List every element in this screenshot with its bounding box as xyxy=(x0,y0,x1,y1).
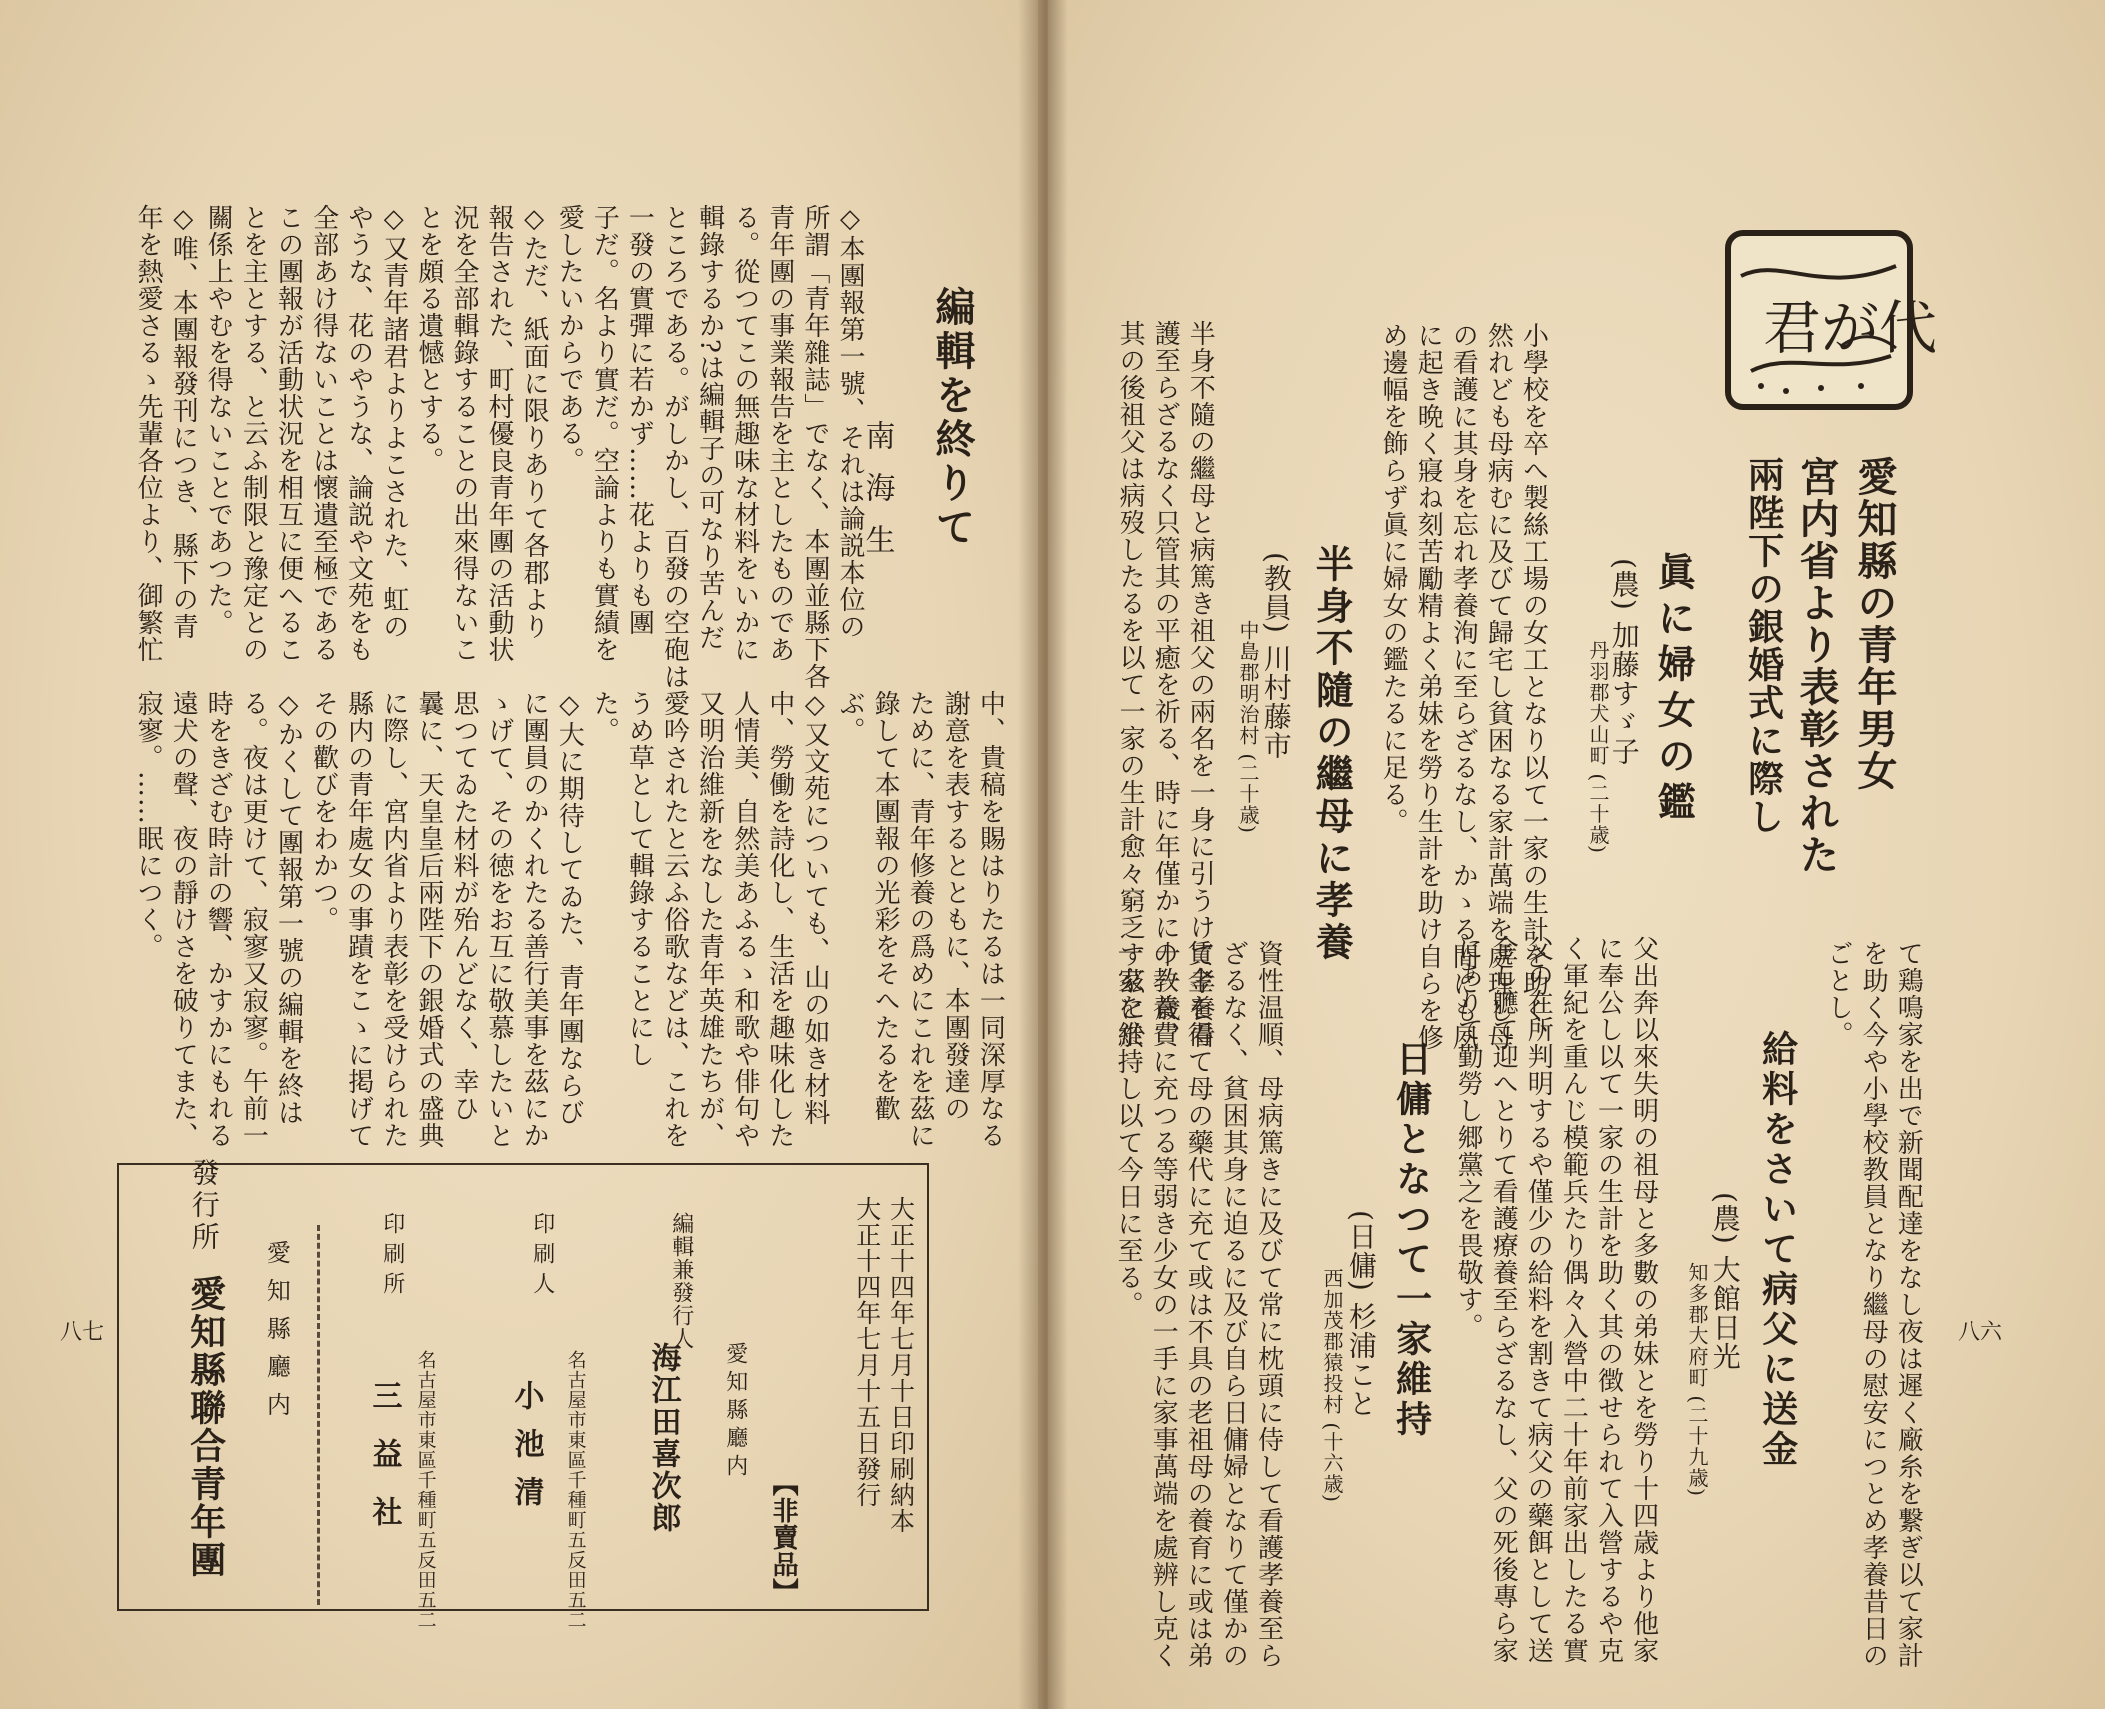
printer-address: 名古屋市東區千種町五反田五二 xyxy=(564,1350,587,1630)
page-number-left: 八七 xyxy=(60,1320,105,1345)
article3-address: 知多郡大府町 (二十九歳) xyxy=(1685,1262,1709,1497)
article1-body: 小學校を卒へ製絲工場の女工となり以て一家の生計を助く、 然れども母病むに及びて歸宅し貧困なる家計萬端を處理し母 の看護に其身を忘れ孝養洵に至らざるなし、かゝる間にも夙 に起き晩く寢ね刻苦勵精よく弟妹を勞り生計を助け自らを修 め邊幅を飾らず眞に婦女の鑑たるに足る。 xyxy=(1378,322,1549,1051)
colophon-dashed-divider xyxy=(317,1225,320,1605)
editor-note-body-upper: ◇本團報第一號、それは論説本位の 所謂「青年雜誌」でなく、本團並縣下各 青年團の事業報告を主としたものであ る。從つてこの無趣味な材料をいかに 輯錄するか?は編輯子の可なり苦んだ ところである。がしかし、百發の空砲は 一發の實彈に若かず……花よりも團 子だ。名より實だ。空論よりも實績を 愛したいからである。 ◇ただ、紙面に限りありて各郡より 報告された、町村優良青年團の活動状 況を全部輯錄することの出來得ないこ とを頗る遺憾とする。 ◇又青年諸君よりよこされた、虹の やうな、花のやうな、論説や文苑をも 全部あけ得ないことは懷遺至極である この團報が活動状況を相互に便へるこ とを主とする、と云ふ制限と豫定との 關係上やむを得ないことであつた。 ◇唯、本團報發刊につき、縣下の青 年を熱愛さるゝ先輩各位より、御繁忙 xyxy=(133,204,865,690)
editor-note-title: 編輯を終りて xyxy=(929,286,975,550)
press-name: 三益社 xyxy=(366,1380,402,1554)
headline-line-2: 宮内省より表彰された xyxy=(1793,456,1839,876)
article2-title: 半身不隨の繼母に孝養 xyxy=(1309,544,1354,964)
article2-address: 中島郡明治村 (二十歳) xyxy=(1236,620,1260,834)
publisher-label: 發行所 xyxy=(187,1158,221,1254)
colophon-dates: 大正十四年七月十日印刷納本 大正十四年七月十五日發行 xyxy=(852,1196,916,1534)
article4-byline: (日傭) 杉浦こと xyxy=(1344,1210,1378,1418)
press-label: 印刷所 xyxy=(379,1212,405,1302)
article3-byline: (農) 大館日光 xyxy=(1708,1192,1742,1371)
book-gutter xyxy=(1018,0,1068,1709)
editor-label: 編輯兼發行人 xyxy=(668,1212,694,1350)
publisher-affiliation: 愛知縣廳内 xyxy=(262,1240,291,1430)
not-for-sale-label: 【非賣品】 xyxy=(768,1470,799,1605)
kimigayo-seal xyxy=(1725,230,1938,410)
article3-title: 給料をさいて病父に送金 xyxy=(1756,1030,1798,1470)
seal-text: 君が代 xyxy=(1763,294,1938,362)
editor-name: 海江田喜次郎 xyxy=(645,1342,681,1534)
page-number-right: 八六 xyxy=(1958,1320,2003,1345)
article4-address: 西加茂郡猿投村 (十六歳) xyxy=(1320,1268,1344,1503)
article3-body: 父出奔以來失明の祖母と多數の弟妹とを勞り十四歳より他家 に奉公し以て一家の生計を助く其の徴せられて入營するや克 く軍紀を重んじ模範兵たり偶々入營中二十年前家出したる實 父の在所判明するや僅少の給料を割きて病父の藥餌として送 金し軈て迎へとりて看護療養至らざるなし、父の死後專ら家 にありて勤勞し郷黨之を畏敬す。 xyxy=(1453,935,1659,1664)
press-address: 名古屋市東區千種町五反田五二 xyxy=(414,1350,437,1630)
article1-address: 丹羽郡犬山町 (二十歳) xyxy=(1586,640,1610,854)
printer-name: 小池清 xyxy=(508,1380,544,1524)
article2-byline: (教員) 川村藤市 xyxy=(1259,552,1293,760)
headline-line-1: 兩陛下の銀婚式に際し xyxy=(1742,456,1784,836)
article1-byline: (農) 加藤すゞ子 xyxy=(1607,558,1641,766)
printer-label: 印刷人 xyxy=(529,1212,555,1302)
headline-line-3: 愛知縣の青年男女 xyxy=(1851,456,1897,792)
article2-continuation: て鶏鳴家を出で新聞配達をなし夜は遲く廠糸を繋ぎ以て家計 を助く今や小學校教員となり繼母の慰安につとめ孝養昔日の ごとし。 xyxy=(1823,940,1924,1669)
editor-affiliation: 愛知縣廳内 xyxy=(722,1342,748,1482)
editor-note-author: 南海生 xyxy=(859,420,895,576)
publisher-name: 愛知縣聯合青年團 xyxy=(184,1275,226,1579)
seal-drawing xyxy=(1731,236,1938,404)
editor-note-body-lower: 中、貴稿を賜はりたるは一同深厚なる 謝意を表するとともに、本團發達の ために、青年修養の爲めにこれを茲に 錄して本團報の光彩をそへたるを歡 ぶ。 ◇又文苑についても、山の如き材料 中、勞働を詩化し、生活を趣味化した 人情美、自然美あふるゝ和歌や俳句や 又明治維新をなした青年英雄たちが、 愛吟されたと云ふ俗歌などは、これを うめ草として輯錄することにし た。 ◇大に期待してゐた、青年團ならび に團員のかくれたる善行美事を茲にか ゝげて、その徳をお互に敬慕したいと 思つてゐた材料が殆んどなく、幸ひ 曩に、天皇皇后兩陛下の銀婚式の盛典 に際し、宮内省より表彰を受けられた 縣内の青年處女の事蹟をこゝに掲げて その歡びをわかつ。 ◇かくして團報第一號の編輯を終は る。夜は更けて、寂寥又寂寥。午前一 時をきざむ時計の響、かすかにもれる 遠犬の聲、夜の靜けさを破りてまた、 寂寥。……眠につく。 xyxy=(133,690,1006,1149)
article2-body: 半身不隨の繼母と病篤き祖父の兩名を一身に引うけて孝養看 護至らざるなく只管其の平癒を祈る、時に年僅かに十一歳、 其の後祖父は病歿したるを以て一家の生計愈々窮乏す茲に於 xyxy=(1115,320,1216,1049)
article1-title: 眞に婦女の鑑 xyxy=(1651,552,1696,828)
article4-title: 日傭となつて一家維持 xyxy=(1390,1040,1432,1440)
article4-body: 資性温順、母病篤きに及びて常に枕頭に侍して看護孝養至ら ざるなく、貧困其身に迫るに及び自ら日傭婦となりて僅かの 賃金を得て母の藥代に充て或は不具の老祖母の養育に或は弟 の教養費に充つる等弱き少女の一手に家事萬端を處辨し克く 一家を維持し以て今日に至る。 xyxy=(1113,940,1284,1669)
